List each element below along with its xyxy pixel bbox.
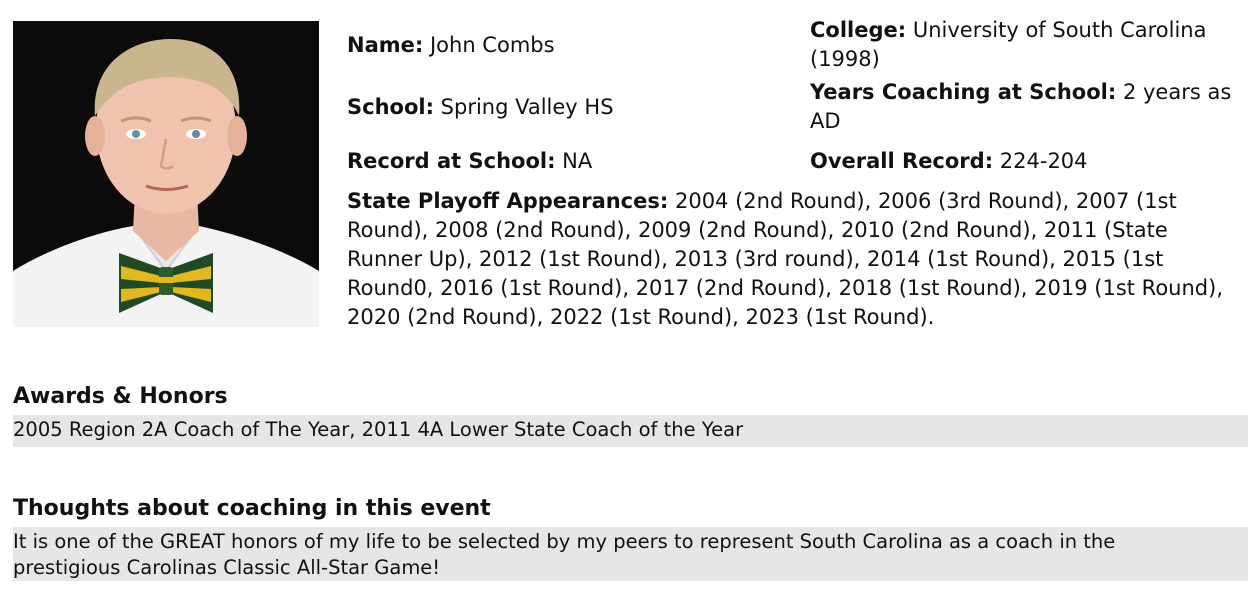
overall-record-field (810, 147, 1250, 176)
years-coaching-field (810, 78, 1250, 136)
years-coaching-value: 2 years as AD (810, 80, 1232, 133)
name-value: John Combs (429, 33, 555, 57)
college-label: College: (810, 18, 907, 42)
coach-photo (13, 21, 319, 327)
overall-record-value: 224-204 (999, 149, 1088, 173)
years-coaching-label: Years Coaching at School: (810, 80, 1117, 104)
state-playoff-label: State Playoff Appearances: (347, 189, 669, 213)
school-field (347, 93, 787, 122)
coach-portrait-image (13, 21, 319, 327)
awards-text: 2005 Region 2A Coach of The Year, 2011 4A Lower State Coach of the Year (13, 415, 1248, 447)
state-playoff-value: 2004 (2nd Round), 2006 (3rd Round), 2007 (1st Round), 2008 (2nd Round), 2009 (2nd Round), 2010 (2nd Round), 2011 (State Runner Up), 2012 (1st Round), 2013 (3rd round), 2014 (1st Round), 2015 (1st Round0, 2016 (1st Round), 2017 (2nd Round), 2018 (1st Round), 2019 (1st Round), 2020 (2nd Round), 2022 (1st Round), 2023 (1st Round). (347, 189, 1223, 329)
awards-heading: Awards & Honors (13, 384, 228, 409)
name-field (347, 31, 787, 60)
state-playoff-field (347, 187, 1227, 332)
record-at-school-value: NA (562, 149, 593, 173)
overall-record-label: Overall Record: (810, 149, 994, 173)
thoughts-text: It is one of the GREAT honors of my life to be selected by my peers to represent South Carolina as a coach in the prestigious Carolinas Classic All-Star Game! (13, 527, 1248, 581)
name-label: Name: (347, 33, 424, 57)
thoughts-heading: Thoughts about coaching in this event (13, 496, 491, 521)
school-value: Spring Valley HS (440, 95, 614, 119)
school-label: School: (347, 95, 434, 119)
record-at-school-label: Record at School: (347, 149, 556, 173)
college-field (810, 16, 1250, 74)
record-at-school-field (347, 147, 787, 176)
college-value: University of South Carolina (1998) (810, 18, 1207, 71)
